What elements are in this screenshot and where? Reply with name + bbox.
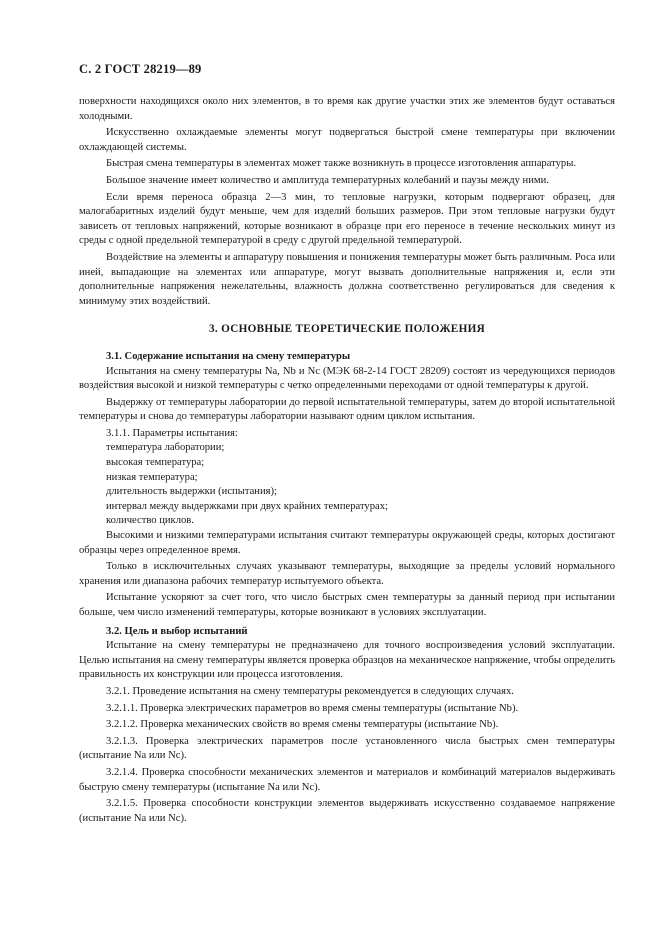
paragraph: 3.2.1.1. Проверка электрических параметров во время смены температуры (испытание Nb). (106, 702, 519, 714)
paragraph: Только в исключительных случаях указывают температуры, выходящие за пределы условий нормального хранения или диапазона рабочих температур испытуемого объекта. (79, 561, 615, 587)
paragraph: поверхности находящихся около них элементов, в то время как другие участки этих же элементов будут оставаться холодными. (79, 96, 615, 122)
section-3-title: 3. ОСНОВНЫЕ ТЕОРЕТИЧЕСКИЕ ПОЛОЖЕНИЯ (209, 323, 485, 336)
list-item: низкая температура; (106, 471, 198, 483)
paragraph: Испытание ускоряют за счет того, что число быстрых смен температуры за данный период при испытании больше, чем число изменений температуры, которые возникают в условиях эксплуатации. (79, 592, 615, 618)
list-item: температура лаборатории; (106, 442, 225, 454)
paragraph: Испытания на смену температуры Na, Nb и Nc (МЭК 68-2-14 ГОСТ 28209) состоят из чередующихся периодов воздействия высокой и низкой температуры с четко определенными переходами от одной температуры к другой. (79, 365, 615, 392)
paragraph: 3.2.1.2. Проверка механических свойств во время смены температуры (испытание Nb). (106, 719, 499, 731)
page-header: С. 2 ГОСТ 28219—89 (79, 62, 202, 76)
paragraph: 3.2.1.3. Проверка электрических параметров после установленного числа быстрых смен температуры (испытание Na или Nc). (79, 735, 615, 762)
paragraph: Выдержку от температуры лаборатории до первой испытательной температуры, затем до второй испытательной температуры и снова до температуры лаборатории называют одним циклом испытания. (79, 396, 615, 423)
paragraph: Если время переноса образца 2—3 мин, то тепловые нагрузки, которым подвергают образец, для малогабаритных изделий будут меньше, чем для изделий больших размеров. При этом тепловые нагрузки будут зависеть от тепловых напряжений, которые возникают в образце при его переносе в течение нескольких минут из среды с одной предельной температурой в среду с другой предельной температурой. (79, 191, 615, 247)
page-content (79, 95, 615, 826)
paragraph: Искусственно охлаждаемые элементы могут подвергаться быстрой смене температуры при включении охлаждающей системы. (79, 127, 615, 153)
paragraph: 3.2.1. Проведение испытания на смену температуры рекомендуется в следующих случаях. (106, 685, 514, 697)
paragraph: Большое значение имеет количество и амплитуда температурных колебаний и паузы между ними. (106, 174, 549, 186)
list-item: высокая температура; (106, 457, 205, 469)
paragraph: Быстрая смена температуры в элементах может также возникнуть в процессе изготовления аппаратуры. (106, 158, 576, 170)
paragraph: Высокими и низкими температурами испытания считают температуры окружающей среды, которых достигают образцы через определенное время. (79, 530, 615, 556)
paragraph: 3.1.1. Параметры испытания: (106, 427, 238, 439)
paragraph: Испытание на смену температуры не предназначено для точного воспроизведения условий эксплуатации. Целью испытания на смену температуры является проверка образцов на механическое напряжение, чтобы определить правильность их конструкции или процесса изготовления. (79, 640, 615, 681)
list-item: длительность выдержки (испытания); (106, 486, 277, 498)
subsection-3-2-title: 3.2. Цель и выбор испытаний (106, 625, 248, 637)
paragraph: 3.2.1.4. Проверка способности механических элементов и материалов и комбинаций материалов выдерживать быструю смену температуры (испытание Na или Nc). (79, 766, 615, 793)
subsection-3-1-title: 3.1. Содержание испытания на смену температуры (106, 350, 351, 362)
paragraph: Воздействие на элементы и аппаратуру повышения и понижения температуры может быть различным. Роса или иней, выпадающие на элементах или аппаратуре, могут вызвать дополнительные напряжения и, если эти дополнительные напряжения нежелательны, влажность должна соответственно регулироваться для сведения к минимуму этих воздействий. (79, 251, 615, 307)
paragraph: 3.2.1.5. Проверка способности конструкции элементов выдерживать искусственно создаваемое напряжение (испытание Na или Nc). (79, 798, 615, 824)
list-item: количество циклов. (106, 515, 194, 527)
list-item: интервал между выдержками при двух крайних температурах; (106, 500, 388, 512)
